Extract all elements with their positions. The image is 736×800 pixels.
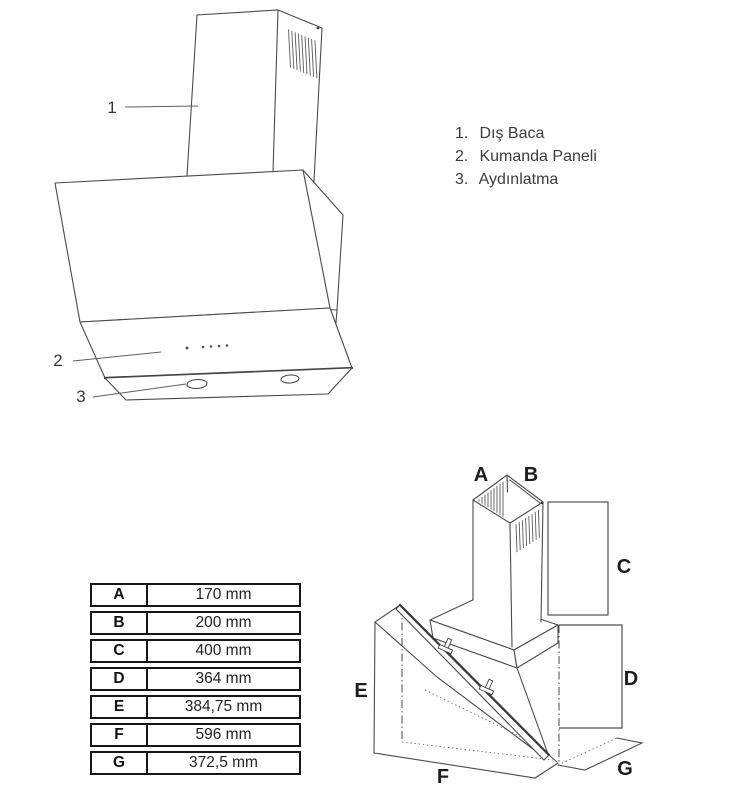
table-row xyxy=(90,583,301,607)
callout-3-number: 3 xyxy=(76,387,86,406)
dim-label-c: C xyxy=(616,556,632,578)
table-row xyxy=(90,611,301,635)
dim-value: 200 mm xyxy=(148,611,301,635)
table-row xyxy=(90,751,301,775)
dim-value: 372,5 mm xyxy=(148,751,301,775)
dim-label-a: A xyxy=(473,464,489,486)
dimension-drawing xyxy=(336,440,736,800)
dim-box-c xyxy=(548,502,608,615)
legend-item-2-number: 2. xyxy=(455,148,469,165)
dim-label-g: G xyxy=(617,758,633,780)
dim-key: A xyxy=(90,583,148,607)
dim-label-e: E xyxy=(354,680,368,702)
dim-value: 596 mm xyxy=(148,723,301,747)
dim-label-b: B xyxy=(523,464,539,486)
dim-value: 170 mm xyxy=(148,583,301,607)
dim-box-d xyxy=(559,625,622,728)
dim-key: E xyxy=(90,695,148,719)
legend-item-3 xyxy=(455,168,597,191)
callout-1 xyxy=(107,98,198,117)
glass-panel xyxy=(55,170,330,322)
dim-key: G xyxy=(90,751,148,775)
dim-key: D xyxy=(90,667,148,691)
product-drawing xyxy=(30,0,400,420)
legend-item-2 xyxy=(455,145,597,168)
corner-screw-dot xyxy=(317,27,320,30)
legend-item-3-number: 3. xyxy=(455,171,469,188)
dim-value: 400 mm xyxy=(148,639,301,663)
legend-item-1 xyxy=(455,122,597,145)
callout-2-number: 2 xyxy=(53,351,63,370)
table-row xyxy=(90,667,301,691)
duct-corner-dot xyxy=(541,502,543,504)
table-row xyxy=(90,695,301,719)
dim-label-d: D xyxy=(623,668,639,690)
dim-label-f: F xyxy=(436,766,450,788)
dim-key: C xyxy=(90,639,148,663)
parts-legend xyxy=(455,122,597,191)
legend-item-1-number: 1. xyxy=(455,125,469,142)
dim-key: B xyxy=(90,611,148,635)
table-row xyxy=(90,723,301,747)
legend-item-1-label: Dış Baca xyxy=(479,125,545,142)
dim-value: 364 mm xyxy=(148,667,301,691)
dimensions-table xyxy=(90,579,301,779)
legend-item-2-label: Kumanda Paneli xyxy=(479,148,597,165)
dim-key: F xyxy=(90,723,148,747)
callout-1-number: 1 xyxy=(107,98,117,117)
dim-value: 384,75 mm xyxy=(148,695,301,719)
table-row xyxy=(90,639,301,663)
legend-item-3-label: Aydınlatma xyxy=(478,171,559,188)
